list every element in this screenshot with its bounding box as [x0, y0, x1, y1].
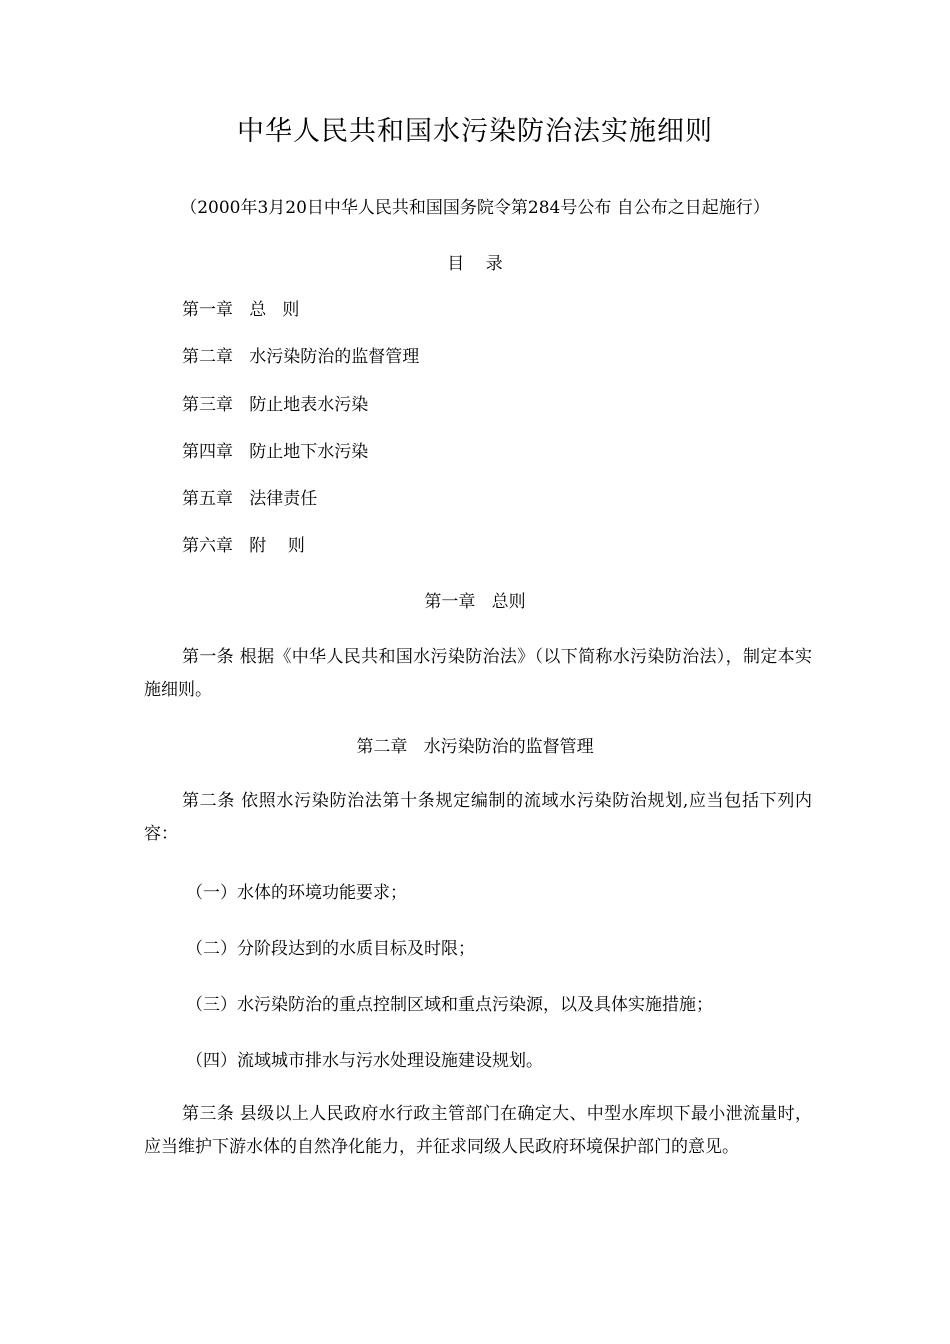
toc-heading: 目 录 [447, 254, 503, 274]
toc-item-chapter-1: 第一章 总 则 [182, 300, 300, 320]
toc-item-chapter-4: 第四章 防止地下水污染 [182, 442, 369, 462]
toc-item-chapter-3: 第三章 防止地表水污染 [182, 395, 369, 415]
article-1: 第一条 根据《中华人民共和国水污染防治法》（以下简称水污染防治法），制定本实施细则。 [144, 647, 812, 700]
article-2-item-2: （二）分阶段达到的水质目标及时限； [186, 939, 475, 959]
article-2: 第二条 依照水污染防治法第十条规定编制的流域水污染防治规划,应当包括下列内容： [144, 791, 812, 844]
toc-item-chapter-2: 第二章 水污染防治的监督管理 [182, 347, 420, 367]
article-2-item-1: （一）水体的环境功能要求； [186, 883, 407, 903]
article-2-item-3: （三）水污染防治的重点控制区域和重点污染源，以及具体实施措施； [186, 995, 713, 1015]
toc-item-chapter-6: 第六章 附 则 [182, 536, 305, 556]
article-2-item-4: （四）流域城市排水与污水处理设施建设规划。 [186, 1051, 543, 1071]
chapter-2-heading: 第二章 水污染防治的监督管理 [356, 737, 594, 757]
document-subtitle: （2000年3月20日中华人民共和国国务院令第284号公布 自公布之日起施行） [180, 198, 770, 218]
toc-item-chapter-5: 第五章 法律责任 [182, 489, 318, 509]
chapter-1-heading: 第一章 总则 [424, 592, 526, 612]
article-3: 第三条 县级以上人民政府水行政主管部门在确定大、中型水库坝下最小泄流量时，应当维护下游水体的自然净化能力，并征求同级人民政府环境保护部门的意见。 [144, 1104, 812, 1157]
document-title: 中华人民共和国水污染防治法实施细则 [237, 116, 713, 147]
